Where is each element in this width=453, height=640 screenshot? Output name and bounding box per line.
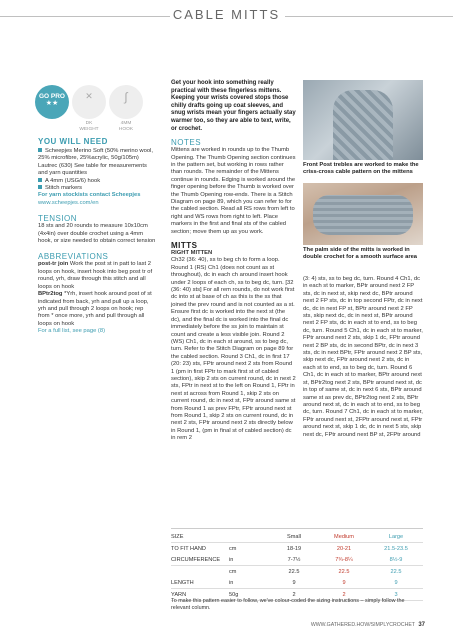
cell-medium: 2: [342, 591, 346, 598]
page-title: CABLE MITTS: [172, 7, 281, 22]
mitten-palm-shape: [313, 195, 413, 235]
cell-large: 3: [394, 591, 398, 598]
abbrev-bptr2tog: BPtr2tog *Yrh, insert hook around post of st indicated from back, yrh and pull up a loop, yrh and pull through 2 loops on hook; rep from * once more, yrh and pull through all loops on hook: [38, 291, 152, 327]
table-row: [171, 566, 423, 578]
table-top-rule: [171, 528, 423, 529]
abbrev-post-tr-join: post-tr join Work the post st in patt to last 2 loops on hook, insert hook into beg post tr of round, yrh, draw through this stitch and all loops on hook: [38, 261, 153, 290]
photo-caption-top: Front Post trebles are worked to make the criss-cross cable pattern on the mittens: [303, 162, 419, 176]
difficulty-stars-icon: ★★: [45, 100, 59, 107]
size-table: [171, 531, 423, 601]
hook-size-label: 4MM HOOK: [118, 121, 134, 132]
abbreviations-heading: ABBREVIATIONS: [38, 252, 109, 262]
middle-column: [171, 80, 296, 442]
hook-size-badge: [109, 85, 143, 119]
header-rule-right: [285, 16, 453, 17]
materials-item: Stitch markers: [38, 185, 156, 192]
photo-mitten-front: [303, 80, 423, 160]
row-unit: cm: [229, 568, 237, 575]
difficulty-badge: [35, 85, 69, 119]
large-header: Large: [388, 533, 404, 540]
table-row: [171, 543, 423, 555]
table-row: [171, 577, 423, 589]
cell-large: 9: [394, 579, 398, 586]
table-row: [171, 554, 423, 566]
row-unit: cm: [229, 545, 237, 552]
tension-text: 18 sts and 20 rounds to measure 10x10cm (4x4in) over double crochet using a 4mm hook, or size needed to obtain correct tension: [38, 223, 156, 245]
footer-url[interactable]: WWW.GATHERED.HOW/SIMPLYCROCHET: [310, 622, 415, 628]
go-pro-label: GO PRO: [38, 93, 65, 100]
cell-small: 9: [292, 579, 296, 586]
stockists-label: For yarn stockists contact Scheepjes: [38, 192, 141, 199]
row-unit: 50g: [229, 591, 239, 598]
row-label: TO FIT HAND: [171, 545, 206, 552]
notes-heading: NOTES: [171, 138, 202, 148]
mitten-cable-shape: [333, 90, 393, 160]
yarn-weight-label: DK WEIGHT: [79, 121, 99, 132]
size-table-header: [171, 531, 423, 543]
cell-small: 18-19: [286, 545, 302, 552]
row-unit: in: [229, 579, 234, 586]
notes-text: Mittens are worked in rounds up to the Thumb Opening. The Thumb Opening section continues in the pattern set, but working in rows rather than rounds. The remainder of the Mittens continue in rounds. Edging is worked around the finger opening before the Thumb is worked over the Thumb Opening row-ends. There is a Stitch Diagram on page 89, which you can refer to for the cabled section. Read all RS rows from left to right and WS rows from right to left. Place markers in the first and final sts of the cabled section; move them up as you work.: [171, 147, 296, 235]
cell-small: 2: [292, 591, 296, 598]
tension-heading: TENSION: [38, 214, 78, 224]
photo-mitten-palm: [303, 183, 423, 245]
abbrev-full-list-link[interactable]: For a full list, see page (8): [38, 328, 106, 335]
cell-medium: 22.5: [338, 568, 350, 575]
photo-caption-bottom: The palm side of the mitts is worked in double crochet for a smooth surface area: [303, 247, 418, 261]
mitts-heading: MITTS: [171, 241, 198, 251]
row-label: LENGTH: [171, 579, 194, 586]
medium-header: Medium: [334, 533, 354, 540]
cell-small: 22.5: [288, 568, 300, 575]
yarn-weight-badge: [72, 85, 106, 119]
row-label: [171, 566, 229, 578]
cell-large: 22.5: [390, 568, 402, 575]
yarn-ball-icon: ✕: [85, 91, 93, 101]
cell-medium: 20-21: [336, 545, 352, 552]
cell-medium: 7¾-8¼: [335, 556, 353, 563]
pattern-text-col1: Ch32 (36: 40), ss to beg ch to form a loop. Round 1 (RS) Ch1 (does not count as st throughout), dc in each ch around insert hook under 2 loops of each ch, ss to beg dc, turn. [32 (36: 40) sts] For all rem rounds, do not work first dc into st at base of ch as this is the ss that joined the prev round and is not counted as a st. Ensure first dc is worked into the next st (the dc), and the final dc is worked into the final dc immediately before the ss join to maintain st count and create a less visible join. Round 2 (WS) Ch1, dc in each st around, ss to beg dc, turn. Refer to the Stitch Diagram on page 89 for the cabled section. Round 3 Ch1, dc in first 17 (20: 23) sts, FPtr around next 2 sts from Round 1 (pm in first FPtr to mark first st of cabled section), skip 2 sts on current round, dc in next 2 sts, FPtr in next st to the left on Round 1, FPtr in next st across from Round 1, skip 2 sts on current round, dc in next st, FPtr around same st from Round 1 as prev FPtr, FPtr around next st from Round 1, skip 2 sts on current round, dc in next 2 sts, FPtr around next 2 sts directly below in Round 1, (pm in final st of cabled section) dc in rem 2: [171, 257, 296, 442]
page-footer: [300, 622, 425, 628]
size-header: SIZE: [171, 533, 184, 540]
you-need-heading: YOU WILL NEED: [38, 137, 108, 146]
small-header: Small: [287, 533, 301, 540]
cell-large: 8½-9: [389, 556, 403, 563]
materials-item: Scheepjes Merino Soft (50% merino wool, 25% microfibre, 25%acrylic, 50g/105m) Lautrec (630) See table for measurements and yarn quantities: [38, 148, 153, 177]
cell-small: 7-7½: [287, 556, 301, 563]
table-note: To make this pattern easier to follow, we've colour-coded the sizing instructions – simply follow the relevant column.: [171, 598, 405, 612]
left-column: [38, 137, 156, 336]
page-number: 37: [418, 622, 425, 628]
materials-item: A 4mm (USG/6) hook: [38, 178, 156, 185]
intro-text: Get your hook into something really practical with these fingerless mittens. Keeping your wrists covered stops those chilly drafts going up coat sleeves, and snug wrists mean your fingers actually stay warmer too, so they are able to text, write, or crochet.: [171, 80, 296, 132]
cell-large: 21.5-23.5: [384, 545, 408, 552]
row-unit: in: [229, 556, 234, 563]
pattern-text-col2: (3: 4) sts, ss to beg dc, turn. Round 4 Ch1, dc in each st to marker, BPtr around next 2 FP sts, dc in next st, skip next dc, BPtr around next 2 FP sts, dc in top second FPtr, dc in next dc, dc in next FP st, BPtr around next 2 FP sts, skip next dc, dc in next st, BPtr around next 2 FP sts, dc in each st to end, ss to beg dc, turn. Round 5 Ch1, dc in each st to marker, FPtr around next 2 sts, skip 1 dc, FPtr around next 2 BP sts, dc in second BPtr, dc in next 3 sts, dc in next BPtr, FPtr around next 2 BP sts, skip next dc, FPtr around next 2 sts, dc in each st to end, ss to beg dc, turn. Round 6 Ch1, dc in each st to marker, BPtr around next st, BPtr2tog next 2 sts, BPtr around next st, dc in top of same st, dc in next 6 sts, BPtr around same st as prev dc, BPtr2tog next 2 sts, BPtr around next st, dc in each st to end, ss to beg dc, turn. Round 7 Ch1, dc in each st to marker, FPtr around next st, 2FPtr around next st, FPtr around next st, skip 1 dc, dc in next 5 sts, skip next dc, FPtr around next BP st, 2FPtr around: [303, 276, 423, 438]
unit-header: [229, 531, 269, 543]
right-mitten-heading: RIGHT MITTEN: [171, 250, 213, 257]
materials-list: [38, 148, 156, 192]
row-label: YARN: [171, 591, 187, 598]
page-header: [0, 6, 453, 28]
hook-icon: ∫: [124, 90, 128, 104]
stockists-link[interactable]: www.scheepjes.com/en: [38, 199, 99, 206]
cell-medium: 9: [342, 579, 346, 586]
row-label: CIRCUMFERENCE: [171, 556, 221, 563]
